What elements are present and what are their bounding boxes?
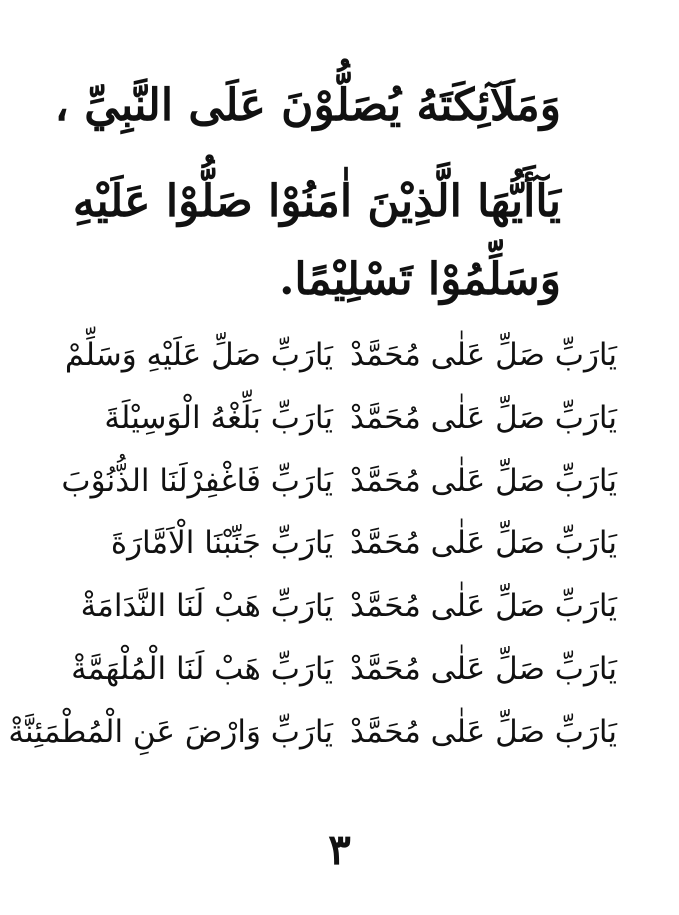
prayer-petition: يَارَبِّ فَاغْفِرْلَنَا الذُّنُوْبَ <box>61 462 333 499</box>
prayer-refrain: يَارَبِّ صَلِّ عَلٰى مُحَمَّدْ <box>350 337 617 373</box>
prayer-row <box>8 712 617 775</box>
prayer-row <box>61 461 617 524</box>
prayer-petition: يَارَبِّ هَبْ لَنَا الْمُلْهَمَّةْ <box>71 650 333 687</box>
prayer-list <box>8 335 617 775</box>
prayer-row <box>64 398 617 461</box>
prayer-petition: يَارَبِّ بَلِّغْهُ الْوَسِيْلَةَ <box>104 399 333 436</box>
prayer-petition: يَارَبِّ جَنِّبْنَا الْاَمَّارَةَ <box>110 525 333 562</box>
verse-line-3: وَسَلِّمُوْا تَسْلِيْمًا. <box>279 254 561 305</box>
prayer-refrain: يَارَبِّ صَلِّ عَلٰى مُحَمَّدْ <box>350 650 617 687</box>
prayer-refrain: يَارَبِّ صَلِّ عَلٰى مُحَمَّدْ <box>350 588 617 625</box>
prayer-petition: يَارَبِّ هَبْ لَنَا النَّدَامَةْ <box>80 588 333 625</box>
prayer-petition: يَارَبِّ وَارْضَ عَنِ الْمُطْمَئِنَّةْ <box>8 713 333 750</box>
prayer-refrain: يَارَبِّ صَلِّ عَلٰى مُحَمَّدْ <box>350 525 617 562</box>
prayer-row <box>64 586 617 649</box>
prayer-row <box>64 523 617 586</box>
verse-line-2: يَآأَيُّهَا الَّذِيْنَ اٰمَنُوْا صَلُّوْا عَلَيْهِ <box>72 176 561 227</box>
prayer-petition: يَارَبِّ صَلِّ عَلَيْهِ وَسَلِّمْ <box>64 337 333 373</box>
verse-line-1: وَمَلَآئِكَتَهُ يُصَلُّوْنَ عَلَى النَّبِيِّ ، <box>54 80 561 131</box>
prayer-refrain: يَارَبِّ صَلِّ عَلٰى مُحَمَّدْ <box>350 399 617 436</box>
prayer-row <box>64 649 617 712</box>
prayer-row <box>64 335 617 398</box>
prayer-refrain: يَارَبِّ صَلِّ عَلٰى مُحَمَّدْ <box>350 462 617 499</box>
page-number: ٣ <box>328 825 351 874</box>
prayer-refrain: يَارَبِّ صَلِّ عَلٰى مُحَمَّدْ <box>350 713 617 750</box>
